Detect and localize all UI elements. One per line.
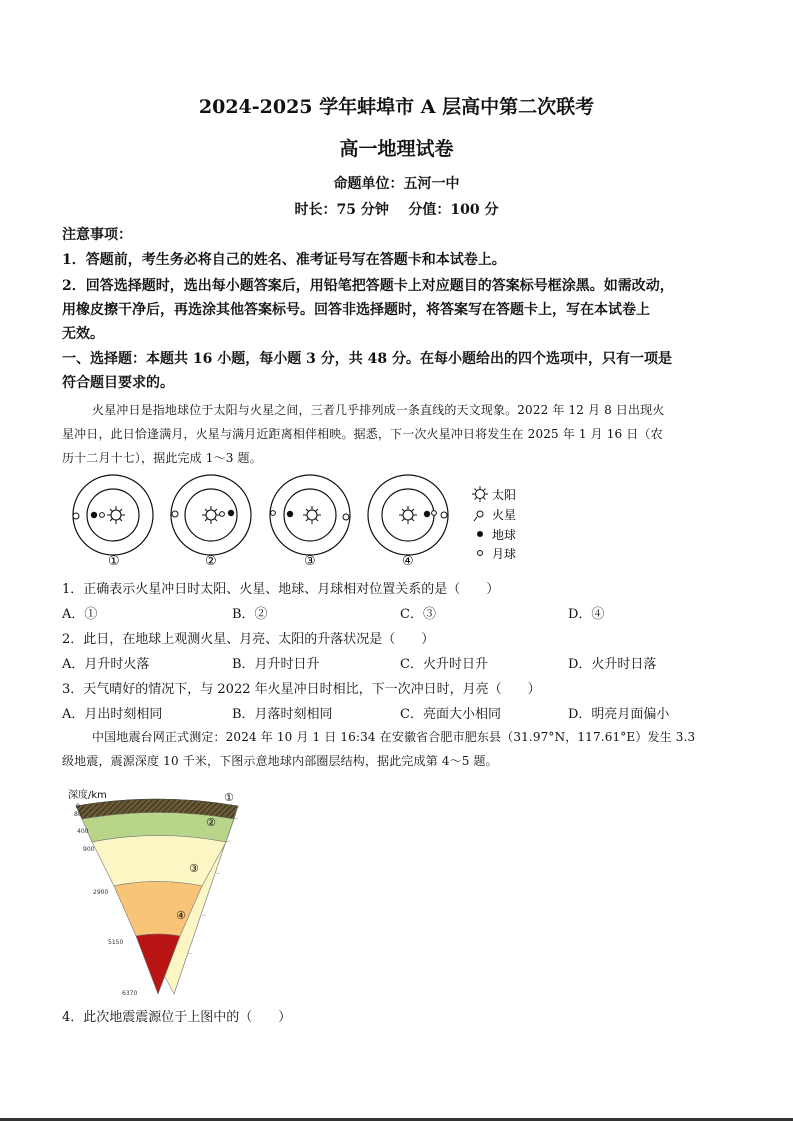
question-1-option-b[interactable]: B．②: [232, 607, 268, 622]
layer-label-3: ③: [189, 862, 199, 875]
moon-icon: [220, 512, 225, 517]
section-heading-line-1: 一、选择题：本题共 16 小题，每小题 3 分，共 48 分。在每小题给出的四个选项中，只有一项是: [62, 351, 672, 367]
depth-tick-900: 900: [83, 846, 95, 853]
mars-icon: [172, 511, 178, 517]
sun-icon: [303, 506, 321, 524]
depth-tick-0: 0: [76, 803, 80, 810]
passage-1-line-3: 历十二月十七），据此完成 1～3 题。: [62, 451, 262, 465]
question-1-option-d[interactable]: D．④: [568, 607, 605, 622]
layer-label-2: ②: [206, 816, 216, 829]
depth-axis-label: 深度/km: [68, 790, 107, 801]
mars-icon: [343, 514, 349, 520]
sun-icon: [472, 486, 488, 502]
panel-label-1: ①: [108, 554, 120, 569]
passage-1-line-2: 星冲日，此日恰逢满月，火星与满月近距离相伴相映。据悉，下一次火星冲日将发生在 2025 年 1 月 16 日（农: [62, 427, 663, 441]
depth-tick-400: 400: [77, 828, 89, 835]
question-1-option-a[interactable]: A．①: [62, 607, 98, 622]
mars-icon: [441, 512, 447, 518]
panel-label-3: ③: [304, 554, 316, 569]
question-2-option-b[interactable]: B．月升时日升: [232, 657, 320, 672]
layer-label-4: ④: [176, 909, 186, 922]
earth-icon: [287, 511, 293, 517]
question-2-option-c[interactable]: C．火升时日升: [400, 657, 488, 672]
depth-tick-2900: 2900: [93, 889, 109, 896]
exam-subtitle: 高一地理试卷: [339, 138, 454, 160]
passage-2-line-2: 级地震，震源深度 10 千米，下图示意地球内部圈层结构，据此完成第 4～5 题。: [62, 754, 498, 768]
question-3-option-a[interactable]: A．月出时刻相同: [62, 707, 163, 722]
section-heading-line-2: 符合题目要求的。: [62, 375, 174, 391]
sun-icon: [202, 506, 220, 524]
layer-label-1: ①: [224, 791, 234, 804]
question-3-option-c[interactable]: C．亮面大小相同: [400, 707, 501, 722]
legend-sun-label: 太阳: [492, 488, 517, 502]
orbit-panel-4: [368, 475, 448, 569]
legend-mars-label: 火星: [492, 508, 517, 522]
exam-time-score: 时长：75 分钟 分值：100 分: [294, 202, 499, 218]
moon-icon: [100, 513, 105, 518]
question-3-option-b[interactable]: B．月落时刻相同: [232, 707, 333, 722]
moon-icon: [271, 511, 276, 516]
page-bottom-rule: [0, 1118, 793, 1121]
mars-icon: [73, 513, 79, 519]
panel-label-4: ④: [402, 554, 414, 569]
panel-label-2: ②: [205, 554, 217, 569]
notice-item-2-line-2: 用橡皮擦干净后，再选涂其他答案标号。回答非选择题时，将答案写在答题卡上，写在本试卷上: [62, 302, 650, 318]
mars-icon: [474, 511, 483, 521]
depth-tick-6370: 6370: [122, 990, 138, 997]
exam-title: 2024-2025 学年蚌埠市 A 层高中第二次联考: [198, 96, 595, 118]
passage-2-line-1: 中国地震台网正式测定：2024 年 10 月 1 日 16:34 在安徽省合肥市肥东县（31.97°N，117.61°E）发生 3.3: [92, 730, 696, 744]
layer-lower-mantle: [92, 836, 226, 887]
question-4-stem: 4．此次地震震源位于上图中的（ ）: [62, 1010, 292, 1025]
question-2-option-a[interactable]: A．月升时火落: [62, 657, 150, 672]
earth-interior-figure: [66, 784, 248, 1002]
notice-item-1: 1．答题前，考生务必将自己的姓名、准考证号写在答题卡和本试卷上。: [62, 252, 506, 268]
legend-moon-label: 月球: [492, 547, 517, 561]
sun-icon: [107, 506, 125, 524]
notice-heading: 注意事项：: [62, 227, 132, 243]
orbit-legend: [472, 486, 516, 561]
exam-unit: 命题单位：五河一中: [333, 176, 460, 192]
question-2-option-d[interactable]: D．火升时日落: [568, 657, 657, 672]
question-1-stem: 1．正确表示火星冲日时太阳、火星、地球、月球相对位置关系的是（ ）: [62, 582, 500, 597]
question-3-option-d[interactable]: D．明亮月面偏小: [568, 707, 670, 722]
legend-earth-label: 地球: [492, 528, 517, 542]
moon-icon: [432, 511, 437, 516]
moon-icon: [478, 551, 483, 556]
depth-tick-5150: 5150: [108, 939, 124, 946]
earth-icon: [91, 512, 97, 518]
orbit-panel-2: [171, 475, 251, 569]
passage-1-line-1: 火星冲日是指地球位于太阳与火星之间，三者几乎排列成一条直线的天文现象。2022 年 12 月 8 日出现火: [92, 403, 665, 417]
depth-tick-80: 80: [74, 811, 82, 818]
earth-icon: [477, 531, 483, 537]
orbit-figure: [60, 470, 540, 570]
sun-icon: [399, 506, 417, 524]
question-2-stem: 2．此日，在地球上观测火星、月亮、太阳的升落状况是（ ）: [62, 632, 435, 647]
question-3-stem: 3．天气晴好的情况下，与 2022 年火星冲日时相比，下一次冲日时，月亮（ ）: [62, 682, 541, 697]
notice-item-2-line-3: 无效。: [62, 326, 104, 342]
earth-icon: [424, 511, 430, 517]
earth-icon: [228, 510, 234, 516]
question-1-option-c[interactable]: C．③: [400, 607, 436, 622]
orbit-panel-1: [73, 475, 153, 569]
notice-item-2-line-1: 2．回答选择题时，选出每小题答案后，用铅笔把答题卡上对应题目的答案标号框涂黑。如需改动，: [62, 278, 674, 294]
orbit-panel-3: [270, 475, 350, 569]
